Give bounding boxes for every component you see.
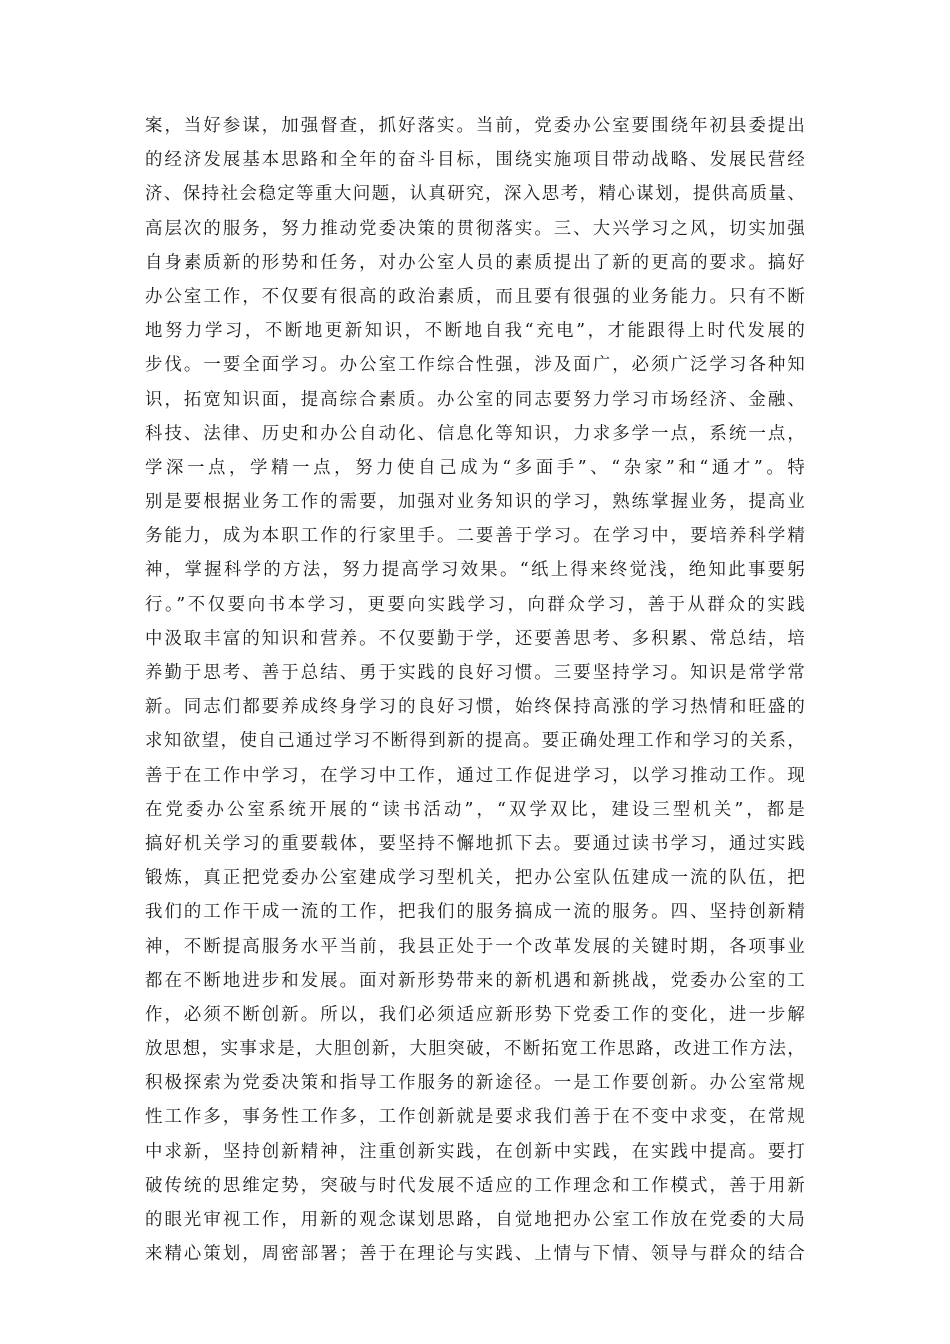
text-line: 搞好机关学习的重要载体，要坚持不懈地抓下去。要通过读书学习，通过实践 <box>145 833 805 854</box>
text-line: 来精心策划，周密部署；善于在理论与实践、上情与下情、领导与群众的结合 <box>145 1244 805 1265</box>
text-line: 步伐。一要全面学习。办公室工作综合性强，涉及面广，必须广泛学习各种知 <box>145 355 805 376</box>
text-line: 善于在工作中学习，在学习中工作，通过工作促进学习，以学习推动工作。现 <box>145 765 805 786</box>
text-line: 锻炼，真正把党委办公室建成学习型机关，把办公室队伍建成一流的队伍，把 <box>145 868 805 889</box>
text-line: 的经济发展基本思路和全年的奋斗目标，围绕实施项目带动战略、发展民营经 <box>145 150 805 171</box>
text-line: 在党委办公室系统开展的“读书活动”，“双学双比，建设三型机关”，都是 <box>145 799 805 820</box>
text-line: 办公室工作，不仅要有很高的政治素质，而且要有很强的业务能力。只有不断 <box>145 286 805 307</box>
text-line: 都在不断地进步和发展。面对新形势带来的新机遇和新挑战，党委办公室的工 <box>145 970 805 991</box>
text-line: 自身素质新的形势和任务，对办公室人员的素质提出了新的更高的要求。搞好 <box>145 252 805 273</box>
text-line: 别是要根据业务工作的需要，加强对业务知识的学习，熟练掌握业务，提高业 <box>145 492 805 513</box>
text-line: 济、保持社会稳定等重大问题，认真研究，深入思考，精心谋划，提供高质量、 <box>145 184 805 205</box>
text-line: 中汲取丰富的知识和营养。不仅要勤于学，还要善思考、多积累、常总结，培 <box>145 628 805 649</box>
text-line: 识，拓宽知识面，提高综合素质。办公室的同志要努力学习市场经济、金融、 <box>145 389 805 410</box>
text-line: 科技、法律、历史和办公自动化、信息化等知识，力求多学一点，系统一点， <box>145 423 805 444</box>
text-line: 破传统的思维定势，突破与时代发展不适应的工作理念和工作模式，善于用新 <box>145 1175 805 1196</box>
text-line: 地努力学习，不断地更新知识，不断地自我“充电”，才能跟得上时代发展的 <box>145 321 805 342</box>
text-line: 养勤于思考、善于总结、勇于实践的良好习惯。三要坚持学习。知识是常学常 <box>145 663 805 683</box>
text-line: 务能力，成为本职工作的行家里手。二要善于学习。在学习中，要培养科学精 <box>145 526 805 547</box>
text-line: 作，必须不断创新。所以，我们必须适应新形势下党委工作的变化，进一步解 <box>145 1004 805 1025</box>
text-line: 中求新，坚持创新精神，注重创新实践，在创新中实践，在实践中提高。要打 <box>145 1141 805 1162</box>
body-text <box>145 109 805 1271</box>
text-line: 放思想，实事求是，大胆创新，大胆突破，不断拓宽工作思路，改进工作方法， <box>145 1039 805 1060</box>
text-line: 性工作多，事务性工作多，工作创新就是要求我们善于在不变中求变，在常规 <box>145 1107 805 1128</box>
text-line: 学深一点，学精一点，努力使自己成为“多面手”、“杂家”和“通才”。特 <box>145 457 805 478</box>
text-line: 积极探索为党委决策和指导工作服务的新途径。一是工作要创新。办公室常规 <box>145 1073 805 1094</box>
text-line: 案，当好参谋，加强督查，抓好落实。当前，党委办公室要围绕年初县委提出 <box>145 116 805 136</box>
text-line: 神，掌握科学的方法，努力提高学习效果。“纸上得来终觉浅，绝知此事要躬 <box>145 560 805 581</box>
text-line: 的眼光审视工作，用新的观念谋划思路，自觉地把办公室工作放在党委的大局 <box>145 1210 805 1230</box>
text-line: 求知欲望，使自己通过学习不断得到新的提高。要正确处理工作和学习的关系， <box>145 731 805 752</box>
text-line: 行。”不仅要向书本学习，更要向实践学习，向群众学习，善于从群众的实践 <box>145 594 805 615</box>
text-line: 神，不断提高服务水平当前，我县正处于一个改革发展的关键时期，各项事业 <box>145 936 805 957</box>
text-line: 新。同志们都要养成终身学习的良好习惯，始终保持高涨的学习热情和旺盛的 <box>145 697 805 718</box>
text-line: 我们的工作干成一流的工作，把我们的服务搞成一流的服务。四、坚持创新精 <box>145 902 805 923</box>
text-line: 高层次的服务，努力推动党委决策的贯彻落实。三、大兴学习之风，切实加强 <box>145 218 805 239</box>
